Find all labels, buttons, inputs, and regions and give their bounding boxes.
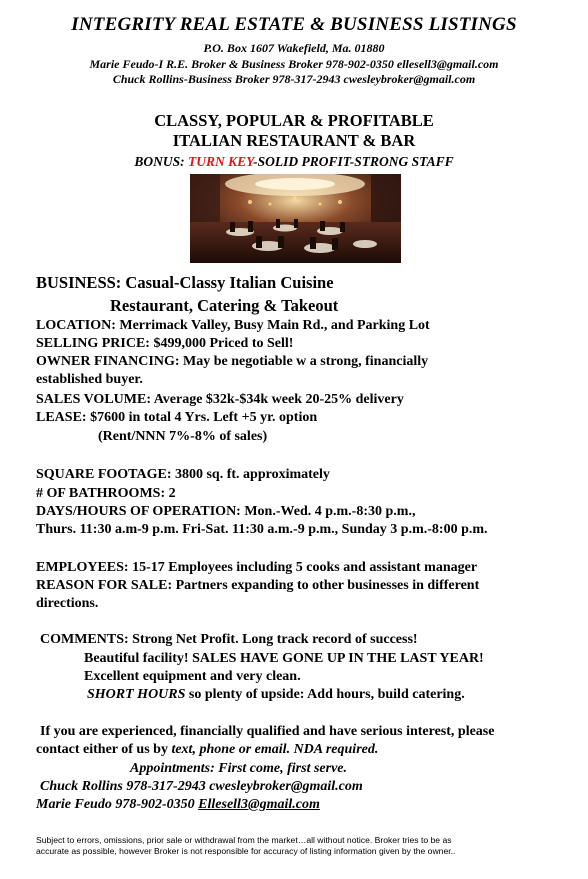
- owner-financing-line-1: OWNER FINANCING: May be negotiable w a strong, financially: [36, 354, 429, 369]
- hours-line-2: Thurs. 11:30 a.m-9 p.m. Fri-Sat. 11:30 a.m.-9 p.m., Sunday 3 p.m.-8:00 p.m.: [36, 522, 488, 537]
- comments-line-1: COMMENTS: Strong Net Profit. Long track record of success!: [40, 632, 418, 647]
- short-hours-emphasis: SHORT HOURS: [87, 687, 186, 702]
- marie-email-link[interactable]: Ellesell3@gmail.com: [198, 797, 320, 812]
- disclaimer-line-1: Subject to errors, omissions, prior sale or withdrawal from the market…all without notice. Broker tries to be as: [36, 835, 452, 845]
- bonus-highlight: TURN KEY: [187, 154, 254, 169]
- business-line-2: Restaurant, Catering & Takeout: [110, 296, 339, 315]
- appointments-line: Appointments: First come, first serve.: [130, 761, 347, 776]
- chuck-contact: Chuck Rollins 978-317-2943 cwesleybroker@gmail.com: [40, 779, 363, 794]
- bathrooms: # OF BATHROOMS: 2: [36, 486, 176, 501]
- reason-for-sale-line-2: directions.: [36, 596, 99, 611]
- contact-line-2-plain: contact either of us by: [36, 742, 172, 757]
- broker-marie-contact: Marie Feudo-I R.E. Broker & Business Broker 978-902-0350 ellesell3@gmail.com: [89, 57, 499, 71]
- sales-volume: SALES VOLUME: Average $32k-$34k week 20-25% delivery: [36, 392, 404, 407]
- lease-line-2: (Rent/NNN 7%-8% of sales): [98, 429, 268, 444]
- disclaimer-line-2: accurate as possible, however Broker is not responsible for accuracy of listing information given by the owner..: [36, 846, 456, 856]
- owner-financing-line-2: established buyer.: [36, 372, 143, 387]
- bonus-suffix: -SOLID PROFIT-STRONG STAFF: [253, 154, 454, 169]
- marie-contact-plain: Marie Feudo 978-902-0350: [36, 797, 199, 812]
- contact-line-1: If you are experienced, financially qualified and have serious interest, please: [40, 724, 495, 739]
- marie-contact: [36, 797, 320, 813]
- employees: EMPLOYEES: 15-17 Employees including 5 cooks and assistant manager: [36, 560, 478, 575]
- headline-line-2: ITALIAN RESTAURANT & BAR: [172, 131, 416, 150]
- comments-line-3: Excellent equipment and very clean.: [84, 669, 301, 684]
- selling-price: SELLING PRICE: $499,000 Priced to Sell!: [36, 336, 294, 351]
- address: P.O. Box 1607 Wakefield, Ma. 01880: [203, 41, 385, 55]
- restaurant-interior-photo: [190, 174, 401, 263]
- hours-line-1: DAYS/HOURS OF OPERATION: Mon.-Wed. 4 p.m.-8:30 p.m.,: [36, 504, 416, 519]
- comments-line-2: Beautiful facility! SALES HAVE GONE UP IN THE LAST YEAR!: [84, 651, 484, 666]
- location: LOCATION: Merrimack Valley, Busy Main Rd., and Parking Lot: [36, 318, 430, 333]
- comments-line-4: [87, 687, 465, 703]
- contact-methods-emphasis: text, phone or email. NDA required.: [171, 742, 379, 757]
- contact-line-2: [36, 742, 378, 758]
- square-footage: SQUARE FOOTAGE: 3800 sq. ft. approximately: [36, 467, 330, 482]
- comments-line-4-rest: so plenty of upside: Add hours, build catering.: [185, 687, 465, 702]
- page-title: INTEGRITY REAL ESTATE & BUSINESS LISTINGS: [71, 14, 517, 35]
- broker-chuck-contact: Chuck Rollins-Business Broker 978-317-2943 cwesleybroker@gmail.com: [112, 72, 476, 86]
- headline-line-1: CLASSY, POPULAR & PROFITABLE: [154, 111, 434, 130]
- bonus-prefix: BONUS:: [134, 154, 188, 169]
- lease-line-1: LEASE: $7600 in total 4 Yrs. Left +5 yr. option: [36, 410, 318, 425]
- business-line-1: BUSINESS: Casual-Classy Italian Cuisine: [36, 273, 334, 292]
- bonus-line: [0, 154, 588, 170]
- reason-for-sale-line-1: REASON FOR SALE: Partners expanding to other businesses in different: [36, 578, 480, 593]
